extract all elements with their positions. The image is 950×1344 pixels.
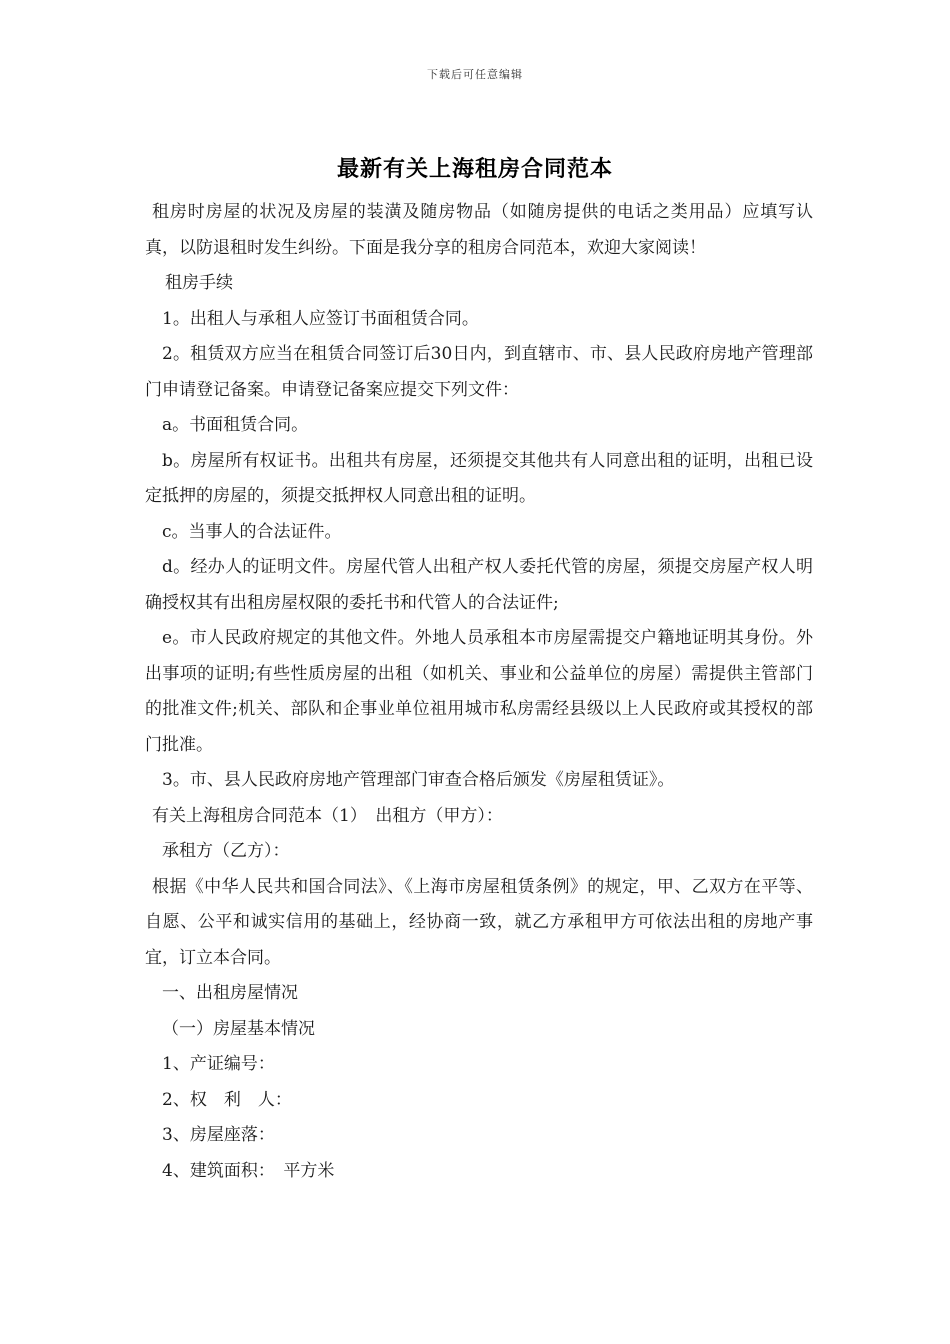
form-field-line: 2、权 利 人： [162, 1089, 292, 1110]
form-field-line: 4、建筑面积： 平方米 [162, 1160, 335, 1181]
subsection-heading: （一）房屋基本情况 [162, 1018, 315, 1039]
list-item: 3。市、县人民政府房地产管理部门审查合格后颁发《房屋租赁证》。 [162, 770, 675, 790]
list-item: e。市人民政府规定的其他文件。外地人员承租本市房屋需提交户籍地证明其身份。外出事项的证明;有些性质房屋的出租（如机关、事业和公益单位的房屋）需提供主管部门的批准文件;机关、部队和企事业单位祖用城市私房需经县级以上人民政府或其授权的部门批准。 [145, 628, 813, 755]
section-heading: 一、出租房屋情况 [162, 983, 298, 1003]
form-field-line: 3、房屋座落： [162, 1125, 275, 1145]
list-item: b。房屋所有权证书。出租共有房屋，还须提交其他共有人同意出租的证明，出租已设定抵押的房屋的，须提交抵押权人同意出租的证明。 [145, 450, 813, 506]
list-item: c。当事人的合法证件。 [162, 521, 342, 542]
list-item: a。书面租赁合同。 [162, 415, 309, 435]
form-field-line: 1、产证编号： [162, 1054, 275, 1074]
lessee-line: 承租方（乙方）： [162, 841, 290, 861]
section-heading-procedures: 租房手续 [165, 273, 233, 293]
intro-paragraph: 租房时房屋的状况及房屋的装潢及随房物品（如随房提供的电话之类用品）应填写认真，以防退租时发生纠纷。下面是我分享的租房合同范本，欢迎大家阅读！ [145, 202, 813, 258]
contract-sample-heading: 有关上海租房合同范本（1） 出租方（甲方）： [152, 805, 503, 826]
document-body [145, 195, 813, 1189]
contract-preamble: 根据《中华人民共和国合同法》、《上海市房屋租赁条例》的规定，甲、乙双方在平等、自愿、公平和诚实信用的基础上，经协商一致，就乙方承租甲方可依法出租的房地产事宜，订立本合同。 [145, 876, 813, 968]
list-item: d。经办人的证明文件。房屋代管人出租产权人委托代管的房屋，须提交房屋产权人明确授权其有出租房屋权限的委托书和代管人的合法证件; [145, 557, 813, 613]
list-item: 1。出租人与承租人应签订书面租赁合同。 [162, 308, 479, 329]
page-header-note: 下载后可任意编辑 [427, 68, 523, 81]
document-title: 最新有关上海租房合同范本 [336, 156, 613, 182]
list-item: 2。租赁双方应当在租赁合同签订后30日内，到直辖市、市、县人民政府房地产管理部门申请登记备案。申请登记备案应提交下列文件： [145, 344, 813, 400]
